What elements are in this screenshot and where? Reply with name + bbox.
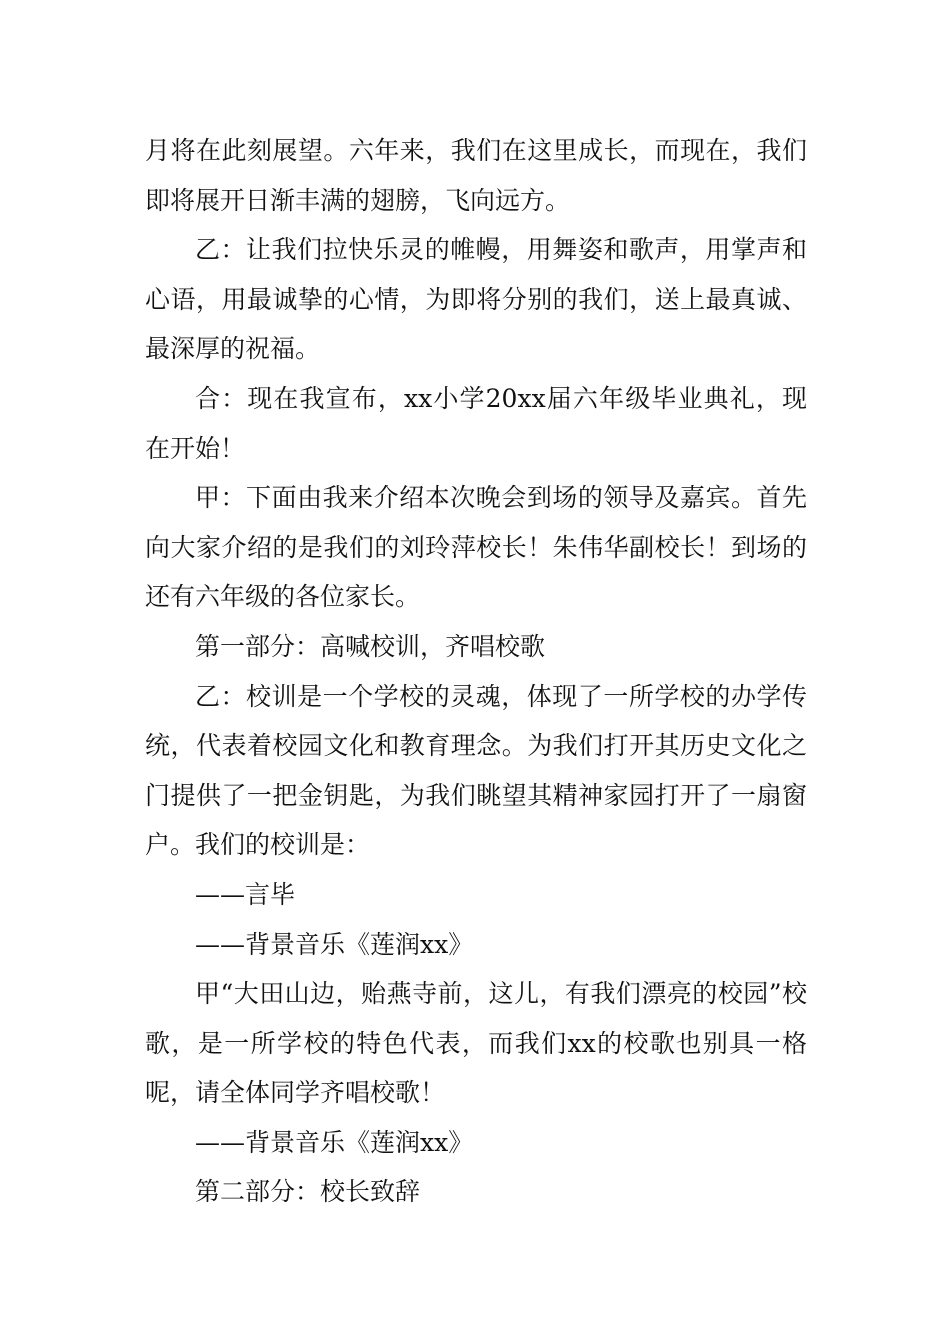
section-heading-2: 第二部分：校长致辞 [195, 1177, 421, 1207]
stage-direction-3: ——背景音乐《莲润xx》 [195, 1127, 474, 1157]
paragraph-3: 合：现在我宣布，xx小学20xx届六年级毕业典礼，现在开始！ [145, 383, 807, 463]
paragraph-4: 甲：下面由我来介绍本次晚会到场的领导及嘉宾。首先向大家介绍的是我们的刘玲萍校长！朱伟华副校长！到场的还有六年级的各位家长。 [145, 483, 807, 612]
section-heading-1: 第一部分：高喊校训，齐唱校歌 [195, 631, 546, 661]
stage-direction-2: ——背景音乐《莲润xx》 [195, 929, 474, 959]
paragraph-2: 乙：让我们拉快乐灵的帷幔，用舞姿和歌声，用掌声和心语，用最诚挚的心情，为即将分别的我们，送上最真诚、最深厚的祝福。 [145, 235, 807, 364]
paragraph-1: 月将在此刻展望。六年来，我们在这里成长，而现在，我们即将展开日渐丰满的翅膀，飞向远方。 [145, 136, 807, 215]
stage-direction-1: ——言毕 [195, 879, 296, 909]
paragraph-6: 甲“大田山边，贻燕寺前，这儿，有我们漂亮的校园”校歌，是一所学校的特色代表，而我们xx的校歌也别具一格呢，请全体同学齐唱校歌！ [145, 979, 807, 1108]
paragraph-5: 乙：校训是一个学校的灵魂，体现了一所学校的办学传统，代表着校园文化和教育理念。为我们打开其历史文化之门提供了一把金钥匙，为我们眺望其精神家园打开了一扇窗户。我们的校训是： [145, 681, 807, 860]
document-body [145, 126, 807, 1217]
